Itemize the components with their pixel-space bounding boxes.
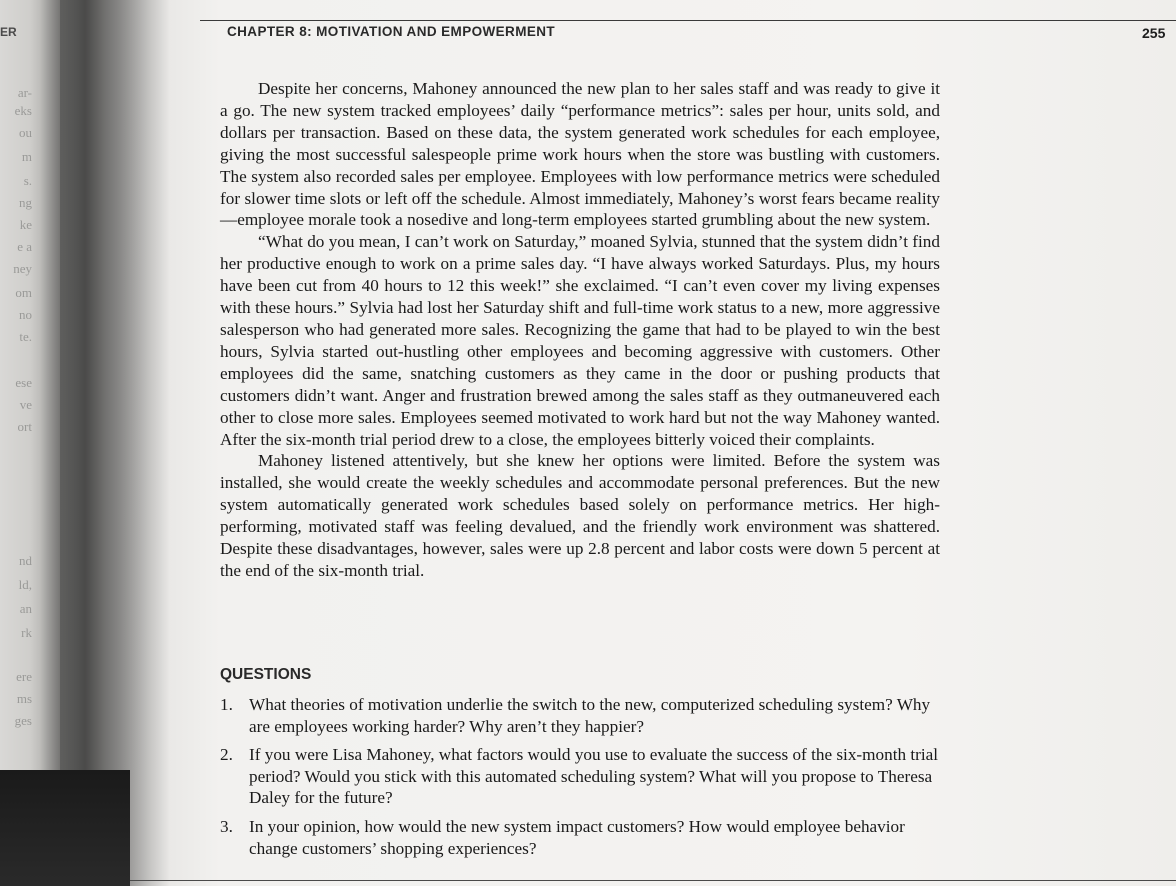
margin-fragment: te. — [19, 329, 32, 344]
margin-fragment: ou — [19, 125, 32, 140]
paragraph: “What do you mean, I can’t work on Saturday,” moaned Sylvia, stunned that the system didn’t find her productive enough to work on a prime sales day. “I have always worked Saturdays. Plus, my hours have been cut from 40 hours to 12 this week!” she exclaimed. “I can’t even cover my living expenses with these hours.” Sylvia had lost her Saturday shift and full-time work status to a new, more aggressive salesperson who had generated more sales. Recognizing the game that had to be played to win the best hours, Sylvia started out-hustling other employees and becoming aggressive with customers. Other employees did the same, snatching customers as they came in the door or pushing products that customers didn’t want. Anger and frustration brewed among the sales staff as they outmaneuvered each other to close more sales. Employees seemed motivated to work hard but not the way Mahoney wanted. After the six-month trial period drew to a close, the employees bitterly voiced their complaints. — [220, 232, 940, 449]
questions-list — [220, 694, 940, 866]
margin-fragment: ng — [19, 195, 32, 210]
margin-fragment: eks — [14, 103, 32, 118]
paragraph: Mahoney listened attentively, but she knew her options were limited. Before the system was installed, she would create the weekly schedules and accommodate personal preferences. But the new system automatically generated work schedules based solely on performance metrics. Her high-performing, motivated staff was feeling devalued, and the friendly work environment was shattered. Despite these disadvantages, however, sales were up 2.8 percent and labor costs were down 5 percent at the end of the six-month trial. — [220, 451, 940, 580]
question-text: If you were Lisa Mahoney, what factors would you use to evaluate the success of the six-month trial period? Would you stick with this automated scheduling system? What will you propose to Theresa Daley for the future? — [249, 745, 939, 808]
running-head: CHAPTER 8: MOTIVATION AND EMPOWERMENT — [227, 24, 556, 39]
margin-fragment: ve — [19, 397, 32, 412]
question-number: 1. — [220, 695, 233, 714]
question-item — [220, 744, 940, 809]
header-rule — [200, 20, 1176, 21]
question-item — [220, 816, 940, 859]
questions-heading: QUESTIONS — [220, 666, 312, 683]
margin-fragment: ld, — [18, 577, 32, 592]
question-text: What theories of motivation underlie the switch to the new, computerized scheduling system? Why are employees working harder? Why aren’t they happier? — [249, 695, 931, 736]
margin-fragment: ese — [15, 375, 32, 390]
margin-fragment: rk — [21, 625, 32, 640]
book-gutter-shadow — [40, 0, 170, 886]
footer-rule — [130, 880, 1176, 881]
margin-fragment: ort — [17, 419, 32, 434]
body-text — [220, 78, 940, 582]
margin-fragment: an — [19, 601, 32, 616]
margin-fragment: ney — [13, 261, 32, 276]
question-item — [220, 694, 940, 737]
margin-fragment: ges — [14, 713, 32, 728]
paragraph: Despite her concerns, Mahoney announced the new plan to her sales staff and was ready to give it a go. The new system tracked employees’ daily “performance metrics”: sales per hour, units sold, and dollars per transaction. Based on these data, the system generated work schedules for each employee, giving the most successful salespeople prime work hours when the store was bustling with customers. The system also recorded sales per employee. Employees with low performance metrics were scheduled for slower time slots or left off the schedule. Almost immediately, Mahoney’s worst fears became reality—employee morale took a nosedive and long-term employees started grumbling about the new system. — [220, 79, 940, 230]
facing-page-header-fragment: ER — [0, 25, 17, 39]
margin-fragment: ke — [19, 217, 32, 232]
page-number: 255 — [1142, 25, 1166, 41]
margin-fragment: s. — [23, 173, 32, 188]
margin-fragment: no — [19, 307, 32, 322]
margin-fragment: ere — [16, 669, 32, 684]
margin-fragment: e a — [17, 239, 32, 254]
question-number: 2. — [220, 745, 233, 765]
question-number: 3. — [220, 816, 233, 836]
question-text: In your opinion, how would the new system impact customers? How would employee behavior change customers’ shopping experiences? — [249, 816, 905, 858]
margin-fragment: m — [21, 149, 32, 164]
binding-shadow — [0, 770, 130, 886]
margin-fragment: ar- — [17, 85, 32, 100]
margin-fragment: ms — [16, 691, 32, 706]
margin-fragment: nd — [19, 553, 32, 568]
margin-fragment: om — [15, 285, 32, 300]
